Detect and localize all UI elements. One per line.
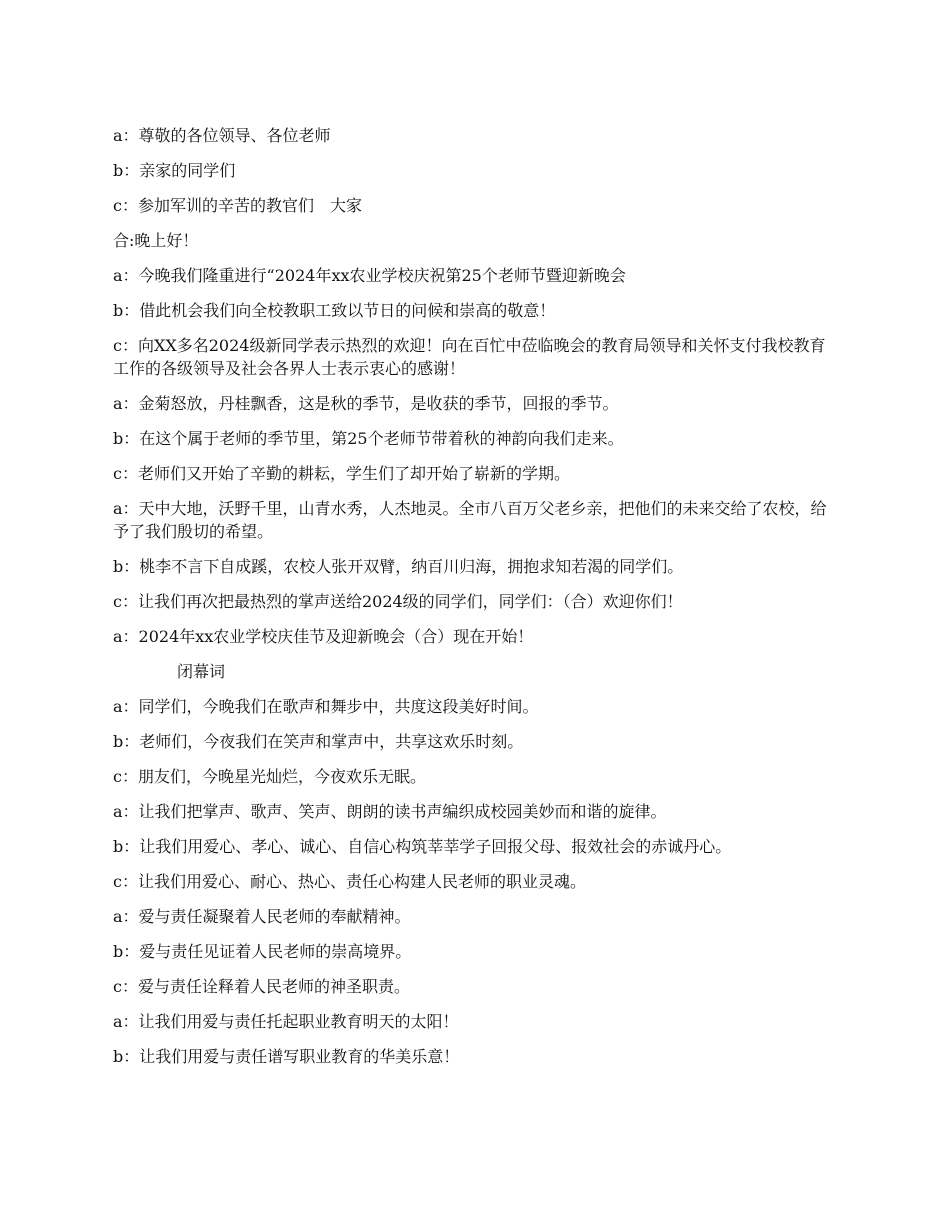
closing-line: b：让我们用爱与责任谱写职业教育的华美乐意！: [113, 1047, 460, 1066]
closing-line: a：让我们用爱与责任托起职业教育明天的太阳！: [113, 1012, 459, 1031]
closing-line: c：朋友们，今晚星光灿烂，今夜欢乐无眠。: [113, 767, 426, 786]
opening-line: c：参加军训的辛苦的教官们 大家: [113, 196, 362, 215]
closing-line: b：爱与责任见证着人民老师的崇高境界。: [113, 942, 412, 961]
closing-line: c：让我们用爱心、耐心、热心、责任心构建人民老师的职业灵魂。: [113, 872, 586, 891]
closing-line: b：让我们用爱心、孝心、诚心、自信心构筑莘莘学子回报父母、报效社会的赤诚丹心。: [113, 837, 732, 856]
closing-line: a：爱与责任凝聚着人民老师的奉献精神。: [113, 907, 411, 926]
closing-heading: 闭幕词: [177, 662, 226, 681]
opening-line: c：老师们又开始了辛勤的耕耘，学生们了却开始了崭新的学期。: [113, 464, 570, 483]
opening-line: b：桃李不言下自成蹊，农校人张开双臂，纳百川归海，拥抱求知若渴的同学们。: [113, 557, 684, 576]
closing-line: b：老师们，今夜我们在笑声和掌声中，共享这欢乐时刻。: [113, 732, 524, 751]
opening-line: a：2024年xx农业学校庆佳节及迎新晚会（合）现在开始！: [113, 627, 534, 646]
opening-line: 合:晚上好！: [113, 231, 199, 250]
opening-line: a：金菊怒放，丹桂飘香，这是秋的季节，是收获的季节，回报的季节。: [113, 394, 619, 413]
opening-line: b：借此机会我们向全校教职工致以节日的问候和崇高的敬意！: [113, 301, 556, 320]
closing-line: a：让我们把掌声、歌声、笑声、朗朗的读书声编织成校园美妙而和谐的旋律。: [113, 802, 667, 821]
opening-line: a：天中大地，沃野千里，山青水秀，人杰地灵。全市八百万父老乡亲，把他们的未来交给了农校，给予了我们殷切的希望。: [113, 499, 827, 541]
opening-line: b：在这个属于老师的季节里，第25个老师节带着秋的神韵向我们走来。: [113, 429, 624, 448]
document-body: [113, 124, 838, 1080]
opening-line: a：尊敬的各位领导、各位老师: [113, 126, 331, 145]
opening-line: a：今晚我们隆重进行“2024年xx农业学校庆祝第25个老师节暨迎新晚会: [113, 266, 626, 285]
opening-line: b：亲家的同学们: [113, 161, 236, 180]
closing-line: a：同学们，今晚我们在歌声和舞步中，共度这段美好时间。: [113, 697, 539, 716]
opening-line: c：向XX多名2024级新同学表示热烈的欢迎！向在百忙中莅临晚会的教育局领导和关怀支付我校教育工作的各级领导及社会各界人士表示衷心的感谢！: [113, 336, 826, 378]
closing-line: c：爱与责任诠释着人民老师的神圣职责。: [113, 977, 410, 996]
opening-line: c：让我们再次把最热烈的掌声送给2024级的同学们，同学们：（合）欢迎你们！: [113, 592, 683, 611]
